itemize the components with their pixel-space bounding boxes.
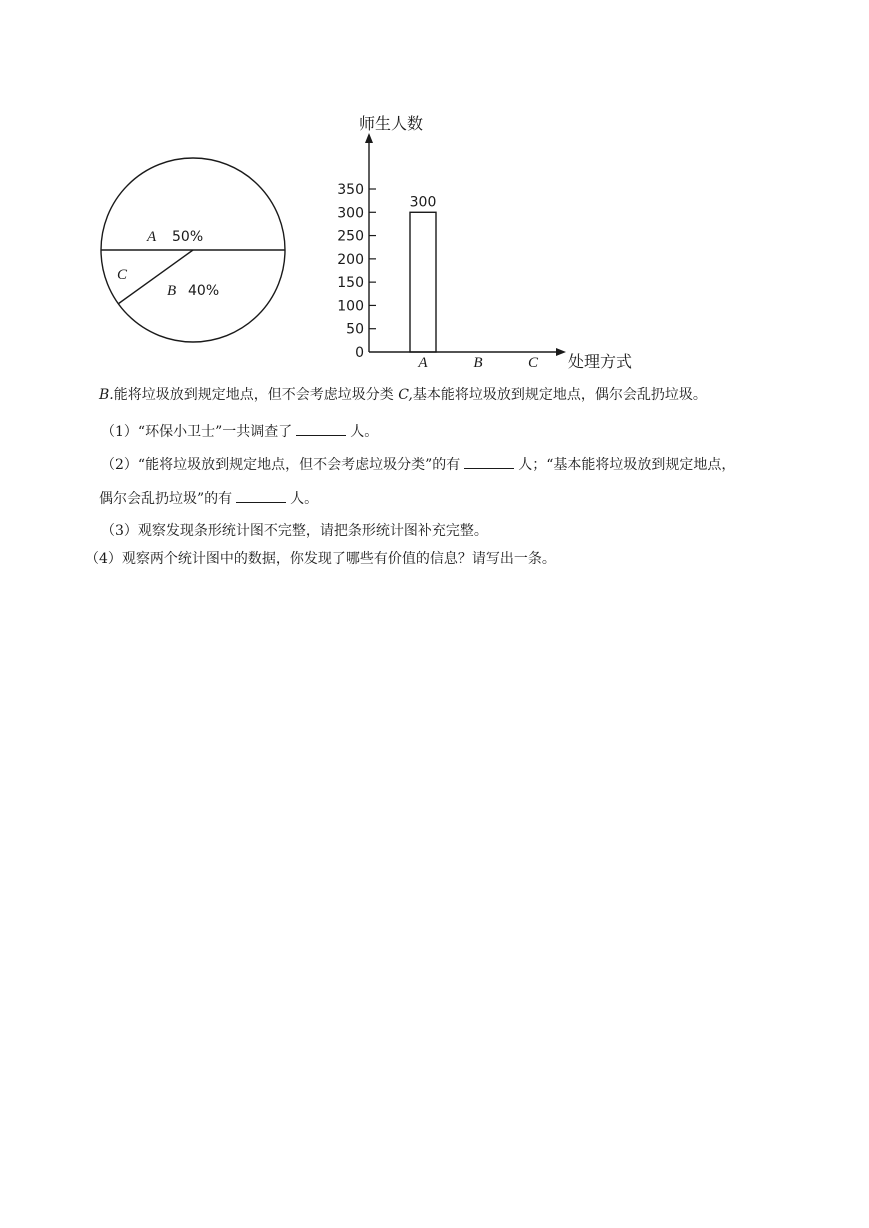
y-axis-arrow xyxy=(365,133,373,143)
y-tick-label: 250 xyxy=(337,228,364,245)
pie-label-c: C xyxy=(117,267,128,283)
option-c-label: C, xyxy=(398,387,413,403)
question-4 xyxy=(85,550,556,568)
answer-blank-1[interactable] xyxy=(296,421,346,436)
question-2-middle: 人；“基本能将垃圾放到规定地点， xyxy=(518,457,736,473)
pie-label-b: B xyxy=(167,283,177,299)
x-tick-label: B xyxy=(473,355,483,371)
x-axis-title: 处理方式 xyxy=(568,352,633,371)
option-b-text: 能将垃圾放到规定地点，但不会考虑垃圾分类 xyxy=(113,387,394,403)
x-tick-label: A xyxy=(418,355,428,371)
question-2-continued xyxy=(99,488,318,508)
question-2-line2-suffix: 人。 xyxy=(290,491,319,507)
bar-data-label: 300 xyxy=(409,194,437,211)
y-tick-label: 150 xyxy=(337,275,364,292)
charts-area xyxy=(0,0,869,380)
y-tick-label: 200 xyxy=(337,251,364,268)
question-1 xyxy=(101,421,378,441)
bar-chart xyxy=(337,114,632,371)
question-2-line2-text: 偶尔会乱扔垃圾”的有 xyxy=(99,491,233,507)
answer-blank-3[interactable] xyxy=(236,488,286,503)
x-tick-label: C xyxy=(527,355,539,371)
x-axis-arrow xyxy=(556,348,566,356)
pie-chart xyxy=(101,158,285,342)
y-tick-label: 50 xyxy=(346,321,364,338)
pie-divider-c xyxy=(118,250,193,304)
question-2 xyxy=(101,454,735,474)
legend-description-line xyxy=(99,386,707,404)
question-3 xyxy=(101,522,488,540)
question-1-suffix: 人。 xyxy=(350,424,379,440)
option-c-text: 基本能将垃圾放到规定地点，偶尔会乱扔垃圾。 xyxy=(412,387,707,403)
option-b-label: B. xyxy=(99,387,114,403)
pie-percent-b: 40% xyxy=(188,283,220,299)
pie-label-a: A xyxy=(147,229,157,245)
y-tick-label: 350 xyxy=(337,182,364,198)
y-tick-label: 100 xyxy=(337,298,364,315)
answer-blank-2[interactable] xyxy=(464,454,514,469)
question-2-text: （2）“能将垃圾放到规定地点，但不会考虑垃圾分类”的有 xyxy=(101,457,461,473)
question-3-text: （3）观察发现条形统计图不完整，请把条形统计图补充完整。 xyxy=(101,523,488,539)
question-1-text: （1）“环保小卫士”一共调查了 xyxy=(101,424,293,440)
bar-a xyxy=(410,212,436,352)
y-tick-label: 300 xyxy=(337,205,364,222)
y-tick-label: 0 xyxy=(355,345,364,361)
y-axis-title: 师生人数 xyxy=(359,114,424,133)
question-4-text: （4）观察两个统计图中的数据，你发现了哪些有价值的信息？请写出一条。 xyxy=(85,551,556,567)
pie-percent-a: 50% xyxy=(172,229,204,245)
